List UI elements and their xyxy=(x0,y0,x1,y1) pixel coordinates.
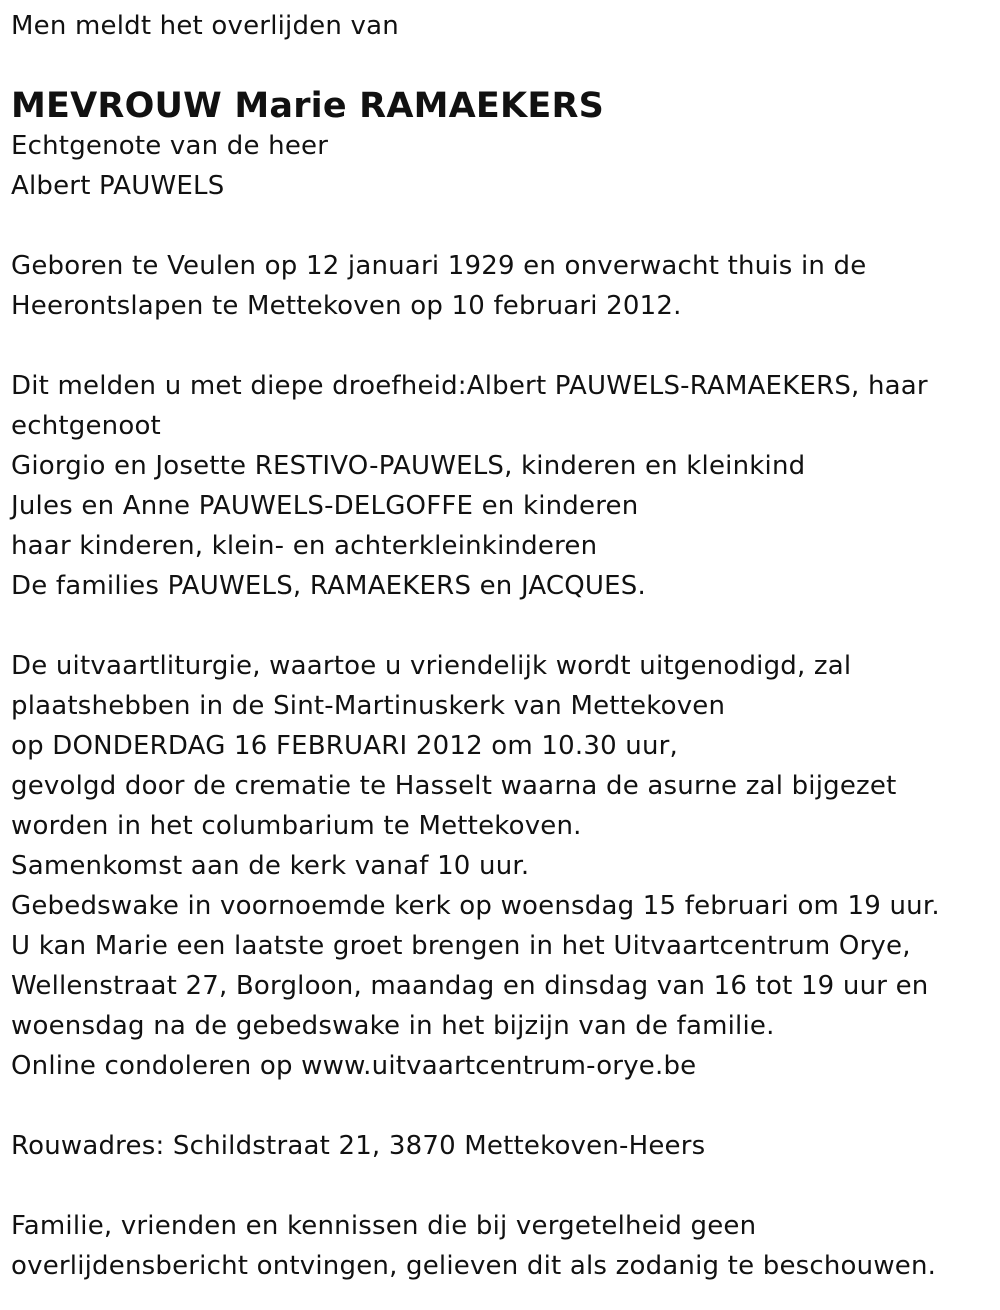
funeral-line: Wellenstraat 27, Borgloon, maandag en dinsdag van 16 tot 19 uur en xyxy=(11,971,929,1001)
funeral-line: plaatshebben in de Sint-Martinuskerk van Mettekoven xyxy=(11,691,726,721)
spacer xyxy=(11,606,986,646)
family-line: Jules en Anne PAUWELS-DELGOFFE en kinderen xyxy=(11,491,639,521)
spacer xyxy=(11,206,986,246)
family-line: echtgenoot xyxy=(11,411,161,441)
condolence-website: Online condoleren op www.uitvaartcentrum-orye.be xyxy=(11,1051,697,1081)
spacer xyxy=(11,1166,986,1206)
funeral-line: op DONDERDAG 16 FEBRUARI 2012 om 10.30 uur, xyxy=(11,731,679,761)
intro-text: Men meldt het overlijden van xyxy=(11,11,399,41)
spacer xyxy=(11,1086,986,1126)
birth-death-line: Heerontslapen te Mettekoven op 10 februari 2012. xyxy=(11,291,682,321)
family-line: Giorgio en Josette RESTIVO-PAUWELS, kinderen en kleinkind xyxy=(11,451,806,481)
spouse-line: Echtgenote van de heer xyxy=(11,131,329,161)
mourning-address: Rouwadres: Schildstraat 21, 3870 Mettekoven-Heers xyxy=(11,1131,706,1161)
family-line: haar kinderen, klein- en achterkleinkinderen xyxy=(11,531,598,561)
funeral-line: worden in het columbarium te Mettekoven. xyxy=(11,811,582,841)
deceased-name: MEVROUW Marie RAMAEKERS xyxy=(11,86,605,126)
death-notice xyxy=(11,6,986,1286)
spacer xyxy=(11,326,986,366)
family-line: De families PAUWELS, RAMAEKERS en JACQUES. xyxy=(11,571,646,601)
spouse-line: Albert PAUWELS xyxy=(11,171,225,201)
funeral-line: woensdag na de gebedswake in het bijzijn van de familie. xyxy=(11,1011,775,1041)
closing-line: overlijdensbericht ontvingen, gelieven dit als zodanig te beschouwen. xyxy=(11,1251,937,1281)
family-line: Dit melden u met diepe droefheid:Albert PAUWELS-RAMAEKERS, haar xyxy=(11,371,928,401)
funeral-line: Gebedswake in voornoemde kerk op woensdag 15 februari om 19 uur. xyxy=(11,891,940,921)
spacer xyxy=(11,46,986,86)
funeral-line: Samenkomst aan de kerk vanaf 10 uur. xyxy=(11,851,530,881)
funeral-line: gevolgd door de crematie te Hasselt waarna de asurne zal bijgezet xyxy=(11,771,897,801)
funeral-line: U kan Marie een laatste groet brengen in het Uitvaartcentrum Orye, xyxy=(11,931,911,961)
closing-line: Familie, vrienden en kennissen die bij vergetelheid geen xyxy=(11,1211,757,1241)
funeral-line: De uitvaartliturgie, waartoe u vriendelijk wordt uitgenodigd, zal xyxy=(11,651,852,681)
birth-death-line: Geboren te Veulen op 12 januari 1929 en onverwacht thuis in de xyxy=(11,251,867,281)
